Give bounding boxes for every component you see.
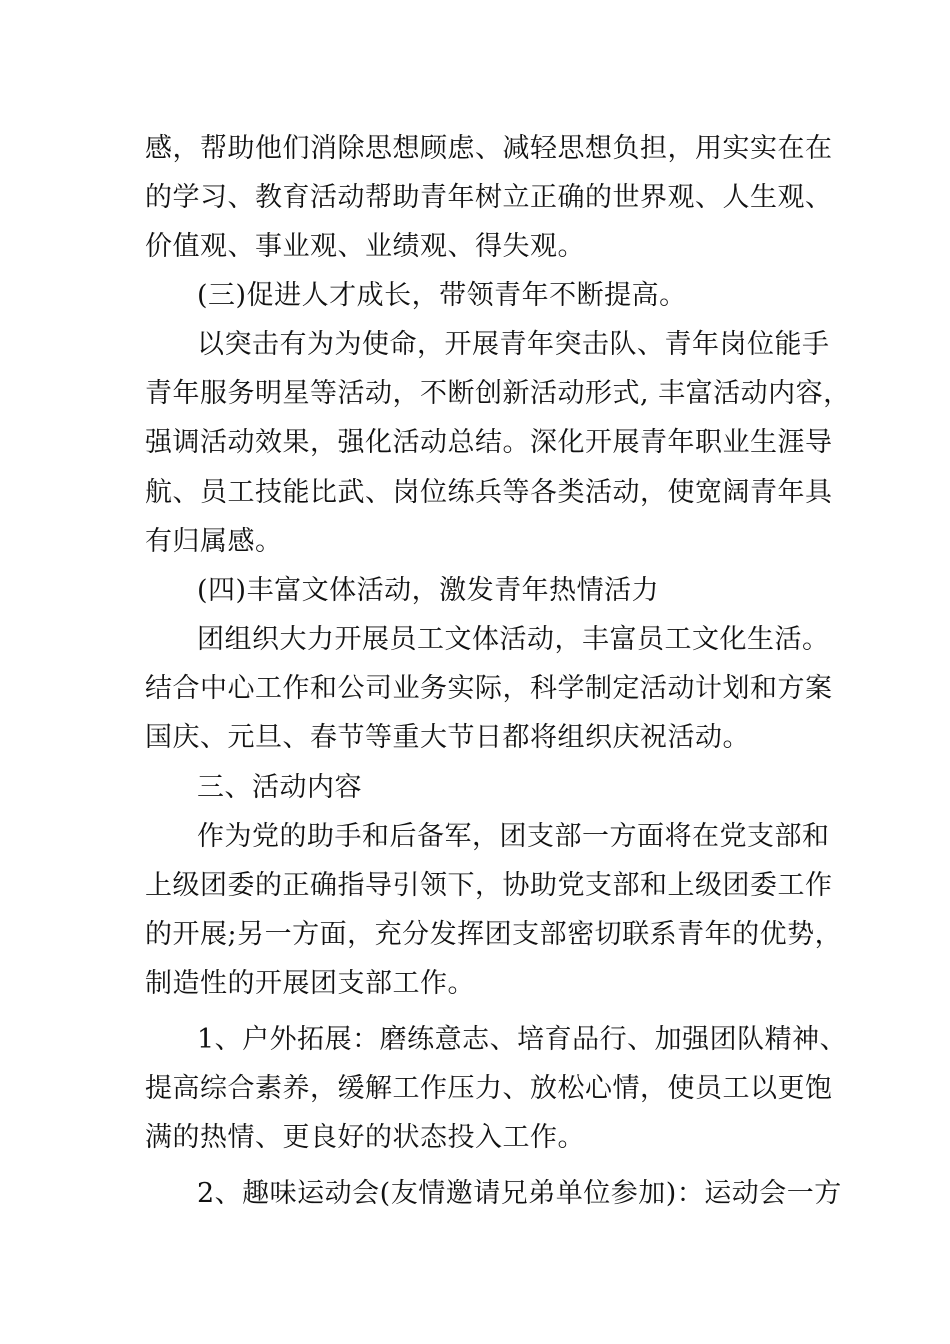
text-line: 结合中心工作和公司业务实际，科学制定活动计划和方案: [145, 673, 833, 704]
text-line: 价值观、事业观、业绩观、得失观。: [145, 231, 585, 262]
section-heading: (三)促进人才成长，带领青年不断提高。: [197, 280, 687, 311]
text-line: 航、员工技能比武、岗位练兵等各类活动，使宽阔青年具: [145, 477, 833, 508]
text-line: 提高综合素养，缓解工作压力、放松心情，使员工以更饱: [145, 1073, 833, 1104]
text-line: 作为党的助手和后备军，团支部一方面将在党支部和: [197, 821, 830, 852]
text-line: 青年服务明星等活动，不断创新活动形式, 丰富活动内容，: [145, 378, 851, 409]
text-line: 强调活动效果，强化活动总结。深化开展青年职业生涯导: [145, 427, 833, 458]
text-line: 团组织大力开展员工文体活动，丰富员工文化生活。: [197, 624, 830, 655]
text-line: 以突击有为为使命，开展青年突击队、青年岗位能手: [197, 329, 830, 360]
section-heading: 三、活动内容: [197, 772, 362, 803]
list-item: 2、趣味运动会(友情邀请兄弟单位参加)：运动会一方: [197, 1178, 842, 1209]
text-line: 制造性的开展团支部工作。: [145, 968, 475, 999]
section-heading: (四)丰富文体活动，激发青年热情活力: [197, 575, 660, 606]
text-line: 上级团委的正确指导引领下，协助党支部和上级团委工作: [145, 870, 833, 901]
text-line: 满的热情、更良好的状态投入工作。: [145, 1122, 585, 1153]
text-line: 有归属感。: [145, 526, 283, 557]
text-line: 的学习、教育活动帮助青年树立正确的世界观、人生观、: [145, 182, 833, 213]
text-line: 的开展;另一方面，充分发挥团支部密切联系青年的优势，: [145, 919, 843, 950]
text-line: 国庆、元旦、春节等重大节日都将组织庆祝活动。: [145, 722, 750, 753]
text-line: 感，帮助他们消除思想顾虑、减轻思想负担，用实实在在: [145, 133, 833, 164]
list-item: 1、户外拓展：磨练意志、培育品行、加强团队精神、: [197, 1024, 848, 1055]
